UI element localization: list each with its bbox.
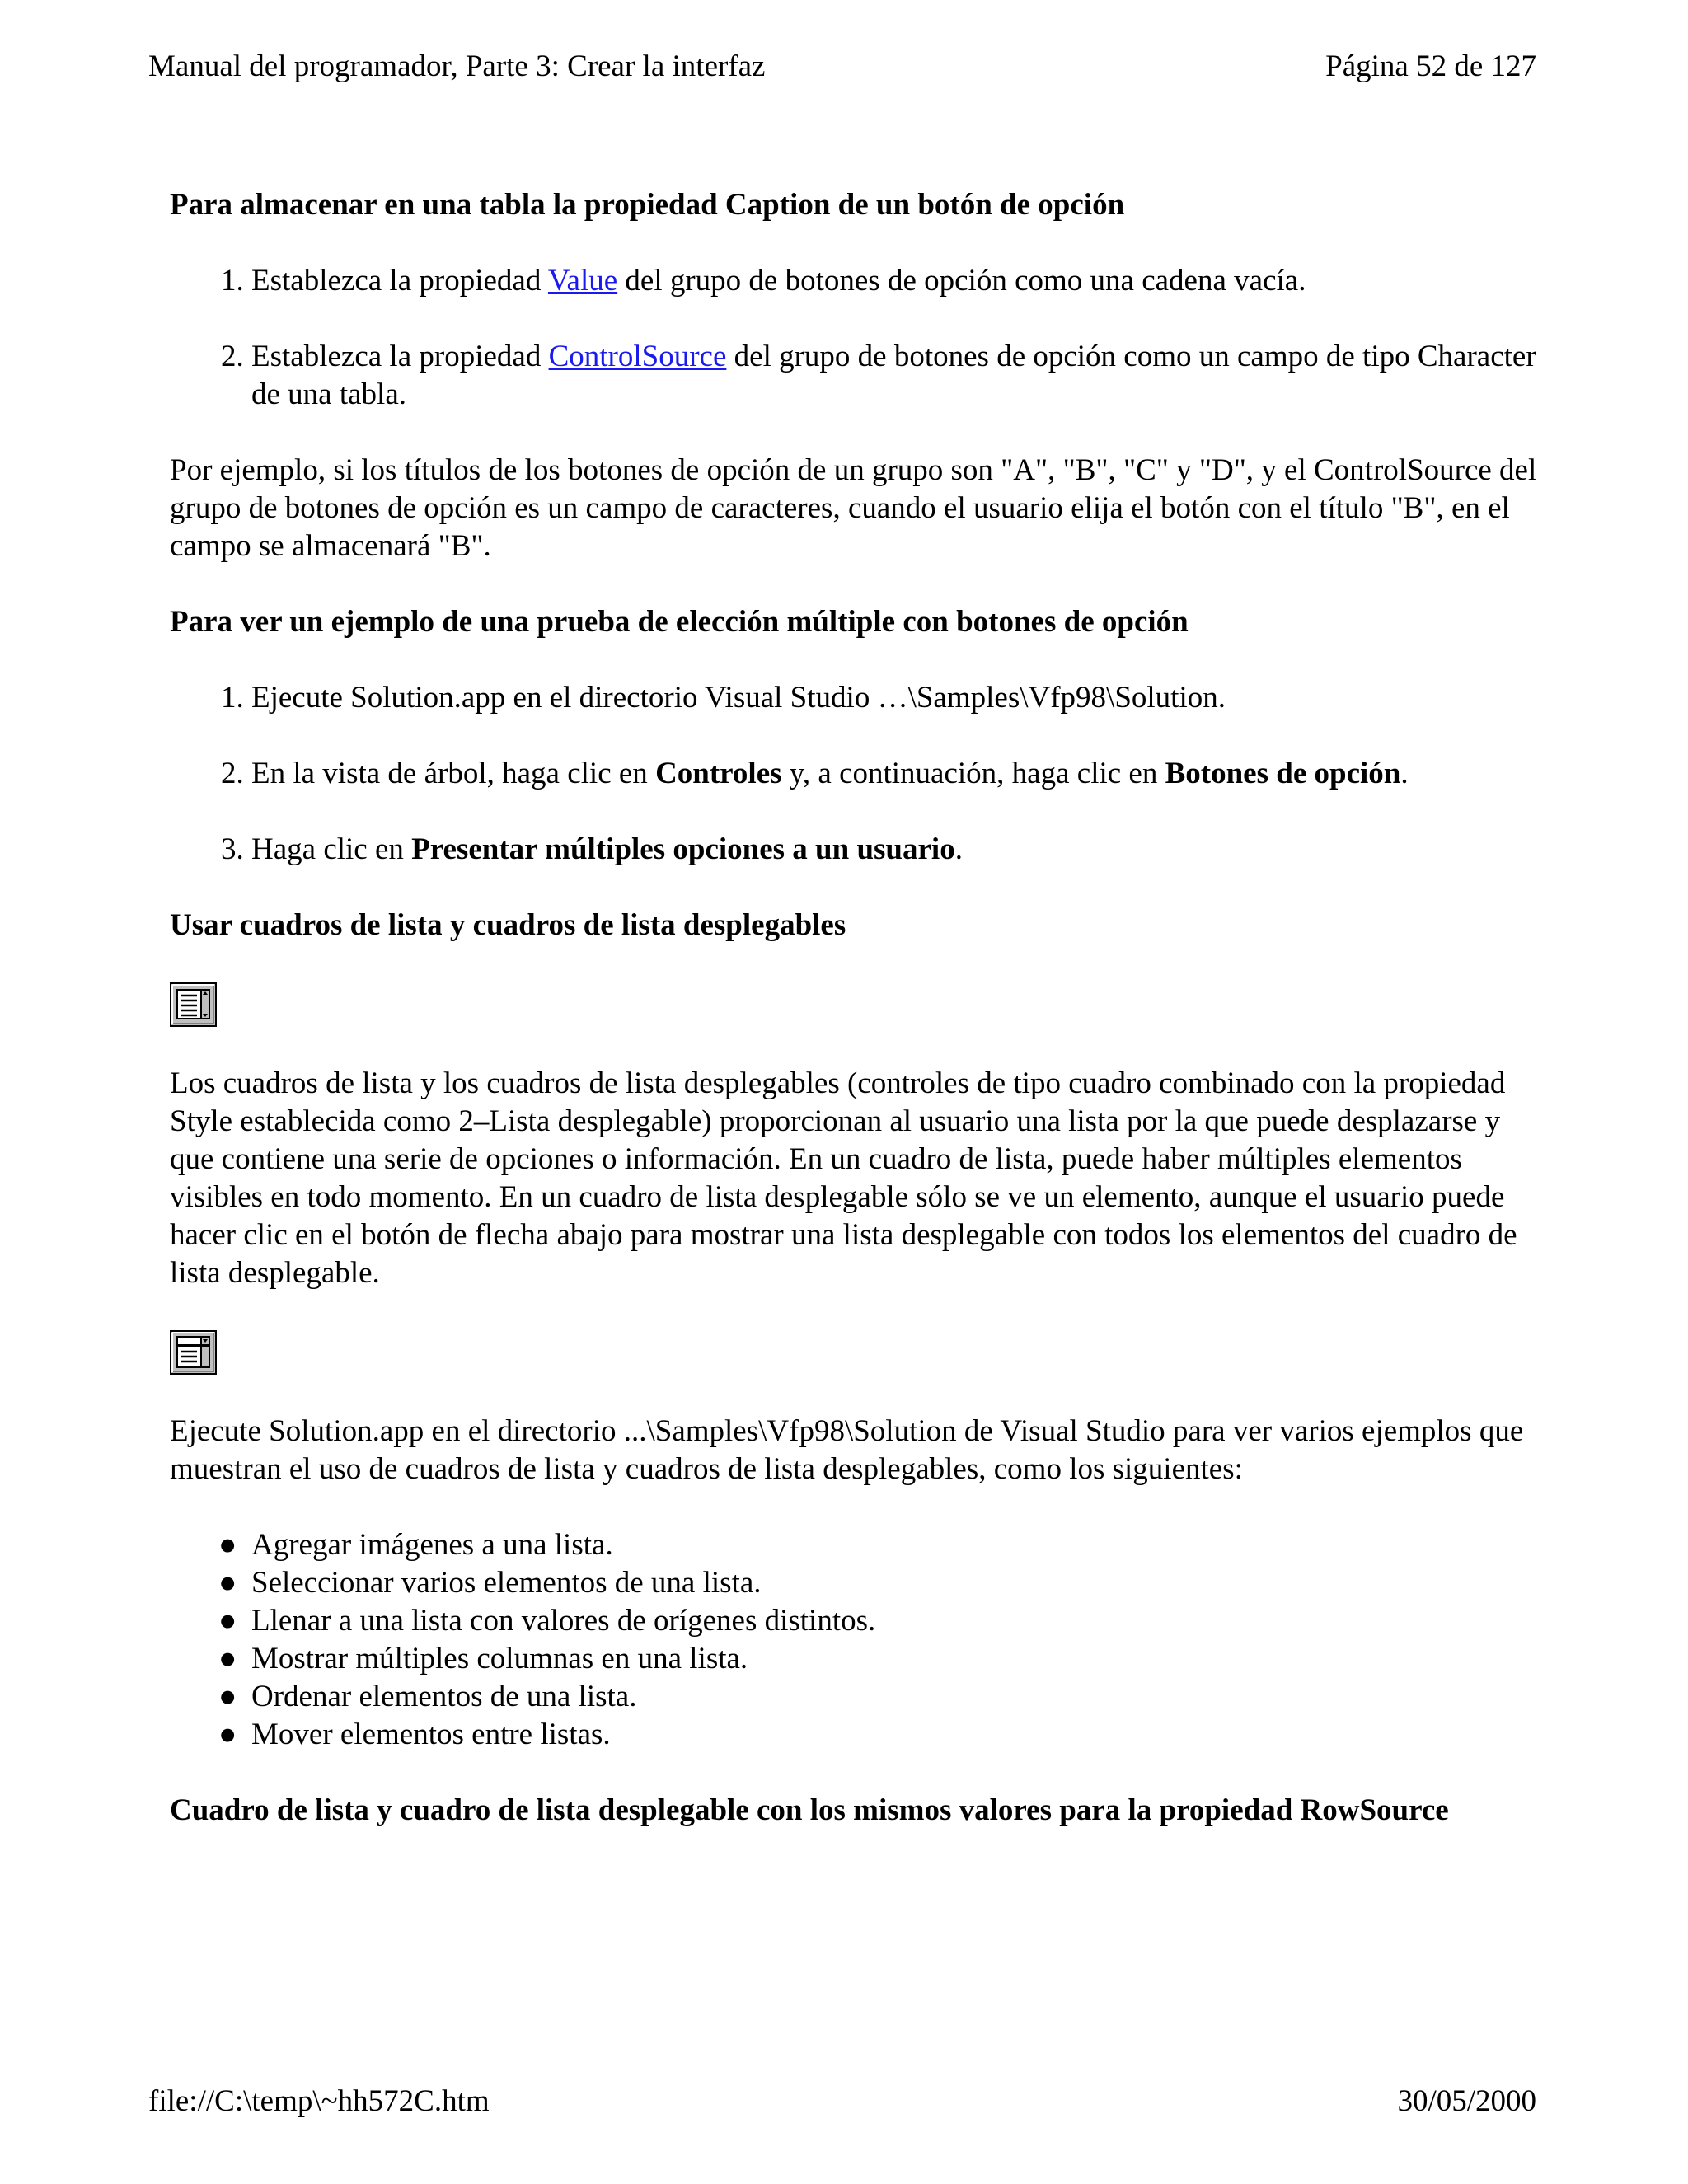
step-item: 2. En la vista de árbol, haga clic en Controles y, a continuación, haga clic en Botones de opción. [251, 755, 1538, 793]
step-item: 2. Establezca la propiedad ControlSource del grupo de botones de opción como un campo de tipo Character de una tabla. [251, 338, 1538, 414]
list-item: ● Ordenar elementos de una lista. [251, 1678, 1538, 1716]
controlsource-property-link[interactable]: ControlSource [548, 340, 727, 373]
combobox-tool-icon [170, 1330, 217, 1375]
section-heading-list-boxes: Usar cuadros de lista y cuadros de lista desplegables [170, 908, 846, 942]
document-body [170, 186, 1538, 1868]
section-heading-multiple-choice: Para ver un ejemplo de una prueba de elección múltiple con botones de opción [170, 605, 1189, 639]
footer-file-path: file://C:\temp\~hh572C.htm [148, 2084, 490, 2118]
list-item: ● Seleccionar varios elementos de una lista. [251, 1564, 1538, 1602]
presentar-opciones-label: Presentar múltiples opciones a un usuario [411, 832, 955, 866]
botones-de-opcion-label: Botones de opción [1165, 757, 1401, 790]
header-title: Manual del programador, Parte 3: Crear la interfaz [148, 49, 766, 83]
list-item: ● Mostrar múltiples columnas en una lista. [251, 1640, 1538, 1678]
section-heading-rowsource: Cuadro de lista y cuadro de lista desplegable con los mismos valores para la propiedad RowSource [170, 1793, 1449, 1827]
list-item: ● Agregar imágenes a una lista. [251, 1526, 1538, 1564]
example-paragraph: Por ejemplo, si los títulos de los botones de opción de un grupo son "A", "B", "C" y "D", y el ControlSource del grupo de botones de opción es un campo de caracteres, cuando el usuario elija el botón con el título "B", en el campo se almacenará "B". [170, 453, 1537, 563]
step-item: 3. Haga clic en Presentar múltiples opciones a un usuario. [251, 831, 1538, 869]
bullet-icon: ● [218, 1680, 237, 1713]
solution-app-paragraph: Ejecute Solution.app en el directorio ...\Samples\Vfp98\Solution de Visual Studio para ver varios ejemplos que muestran el uso de cuadros de lista y cuadros de lista desplegables, como los siguientes: [170, 1414, 1524, 1486]
examples-bullet-list [170, 1526, 1538, 1754]
step-item: 1. Ejecute Solution.app en el directorio Visual Studio …\Samples\Vfp98\Solution. [251, 679, 1538, 717]
value-property-link[interactable]: Value [547, 264, 618, 298]
bullet-icon: ● [218, 1718, 237, 1751]
listbox-tool-icon [170, 982, 217, 1027]
steps-caption-storage [170, 262, 1538, 414]
bullet-icon: ● [218, 1528, 237, 1562]
bullet-icon: ● [218, 1566, 237, 1600]
step-item: 1. Establezca la propiedad Value del grupo de botones de opción como una cadena vacía. [251, 262, 1538, 300]
page-footer [0, 2083, 1688, 2124]
listbox-description: Los cuadros de lista y los cuadros de lista desplegables (controles de tipo cuadro combinado con la propiedad Style establecida como 2–Lista desplegable) proporcionan al usuario una lista por la que puede desplazarse y que contiene una serie de opciones o información. En un cuadro de lista, puede haber múltiples elementos visibles en todo momento. En un cuadro de lista desplegable sólo se ve un elemento, aunque el usuario puede hacer clic en el botón de flecha abajo para mostrar una lista desplegable con todos los elementos del cuadro de lista desplegable. [170, 1066, 1517, 1290]
list-item: ● Llenar a una lista con valores de orígenes distintos. [251, 1602, 1538, 1640]
bullet-icon: ● [218, 1604, 237, 1638]
page-header [0, 48, 1688, 89]
header-page-number: Página 52 de 127 [1325, 49, 1536, 83]
section-heading-caption-storage: Para almacenar en una tabla la propiedad Caption de un botón de opción [170, 188, 1125, 222]
steps-multiple-choice [170, 679, 1538, 869]
footer-date: 30/05/2000 [1397, 2084, 1536, 2118]
list-item: ● Mover elementos entre listas. [251, 1716, 1538, 1754]
bullet-icon: ● [218, 1642, 237, 1675]
controles-label: Controles [655, 757, 782, 790]
